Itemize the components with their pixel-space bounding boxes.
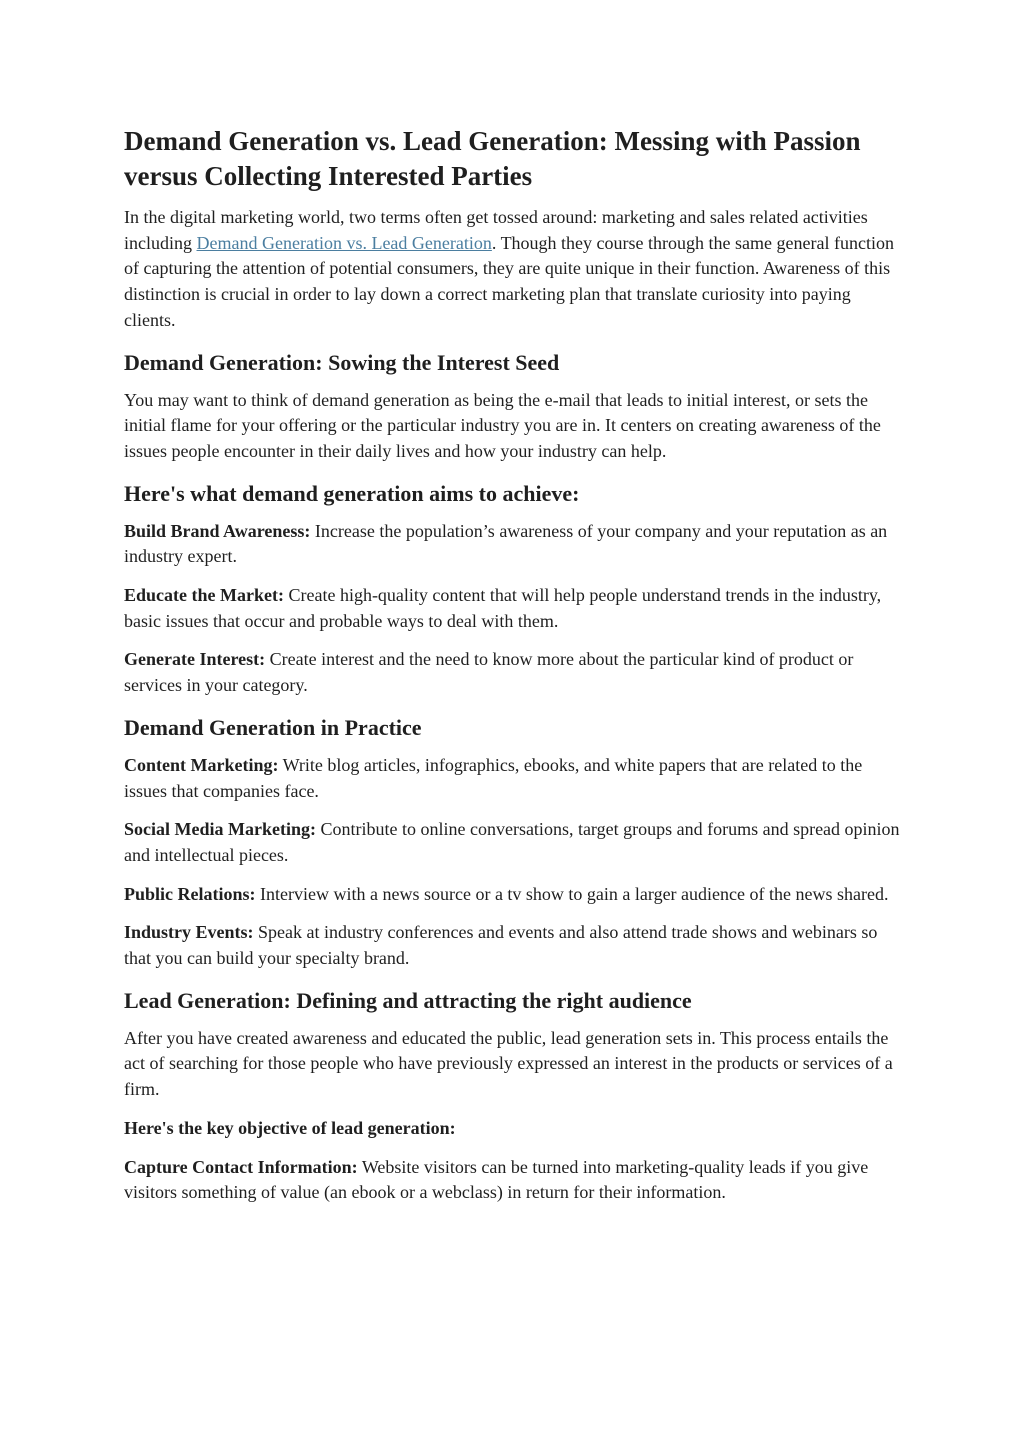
list-item (124, 753, 904, 804)
subheading-lead-objective: Here's the key objective of lead generation: (124, 1117, 456, 1138)
page-title: Demand Generation vs. Lead Generation: Messing with Passion versus Collecting Interested Parties (124, 126, 861, 191)
item-term: Build Brand Awareness: (124, 520, 311, 541)
section-heading-lead-generation: Lead Generation: Defining and attracting the right audience (124, 987, 692, 1013)
item-text: Increase the population’s awareness of your company and your reputation as an industry expert. (124, 520, 888, 567)
intro-paragraph (124, 205, 904, 334)
list-item (124, 920, 904, 971)
list-item (124, 519, 904, 570)
demand-vs-lead-link[interactable]: Demand Generation vs. Lead Generation (196, 232, 492, 253)
section-body-demand-generation: You may want to think of demand generation as being the e-mail that leads to initial interest, or sets the initial flame for your offering or the particular industry you are in. It centers on creating awareness of the issues people encounter in their daily lives and how your industry can help. (124, 389, 881, 461)
list-item (124, 647, 904, 698)
item-term: Public Relations: (124, 883, 256, 904)
list-item (124, 1155, 904, 1206)
item-text: Write blog articles, infographics, ebooks, and white papers that are related to the issues that companies face. (124, 754, 863, 801)
item-text: Website visitors can be turned into marketing-quality leads if you give visitors something of value (an ebook or a webclass) in return for their information. (124, 1156, 869, 1203)
item-text: Create high-quality content that will help people understand trends in the industry, basic issues that occur and probable ways to deal with them. (124, 585, 882, 631)
document-page (124, 124, 904, 1219)
item-text: Contribute to online conversations, target groups and forums and spread opinion and intellectual pieces. (124, 819, 900, 865)
item-text: Interview with a news source or a tv show to gain a larger audience of the news shared. (255, 883, 889, 904)
intro-text-after-link: . Though they course through the same general function of capturing the attention of potential consumers, they are quite unique in their function. Awareness of this distinction is crucial in order to lay down a correct marketing plan that translate curiosity into paying clients. (124, 232, 894, 330)
list-item (124, 583, 904, 634)
section-heading-demand-practice: Demand Generation in Practice (124, 714, 422, 740)
item-text: Create interest and the need to know more about the particular kind of product or services in your category. (124, 649, 854, 696)
item-term: Generate Interest: (124, 649, 266, 670)
section-body-lead-generation: After you have created awareness and educated the public, lead generation sets in. This process entails the act of searching for those people who have previously expressed an interest in the products or services of a firm. (124, 1027, 893, 1100)
item-term: Educate the Market: (124, 585, 284, 606)
intro-text-before-link: In the digital marketing world, two terms often get tossed around: marketing and sales related activities including (124, 207, 868, 253)
item-term: Industry Events: (124, 922, 254, 943)
item-text: Speak at industry conferences and events and also attend trade shows and webinars so that you can build your specialty brand. (124, 922, 878, 969)
item-term: Capture Contact Information: (124, 1156, 358, 1177)
list-item (124, 817, 904, 868)
item-term: Content Marketing: (124, 754, 279, 775)
section-heading-demand-aims: Here's what demand generation aims to achieve: (124, 480, 580, 506)
section-heading-demand-generation: Demand Generation: Sowing the Interest Seed (124, 349, 560, 375)
item-term: Social Media Marketing: (124, 819, 316, 840)
list-item (124, 882, 904, 908)
